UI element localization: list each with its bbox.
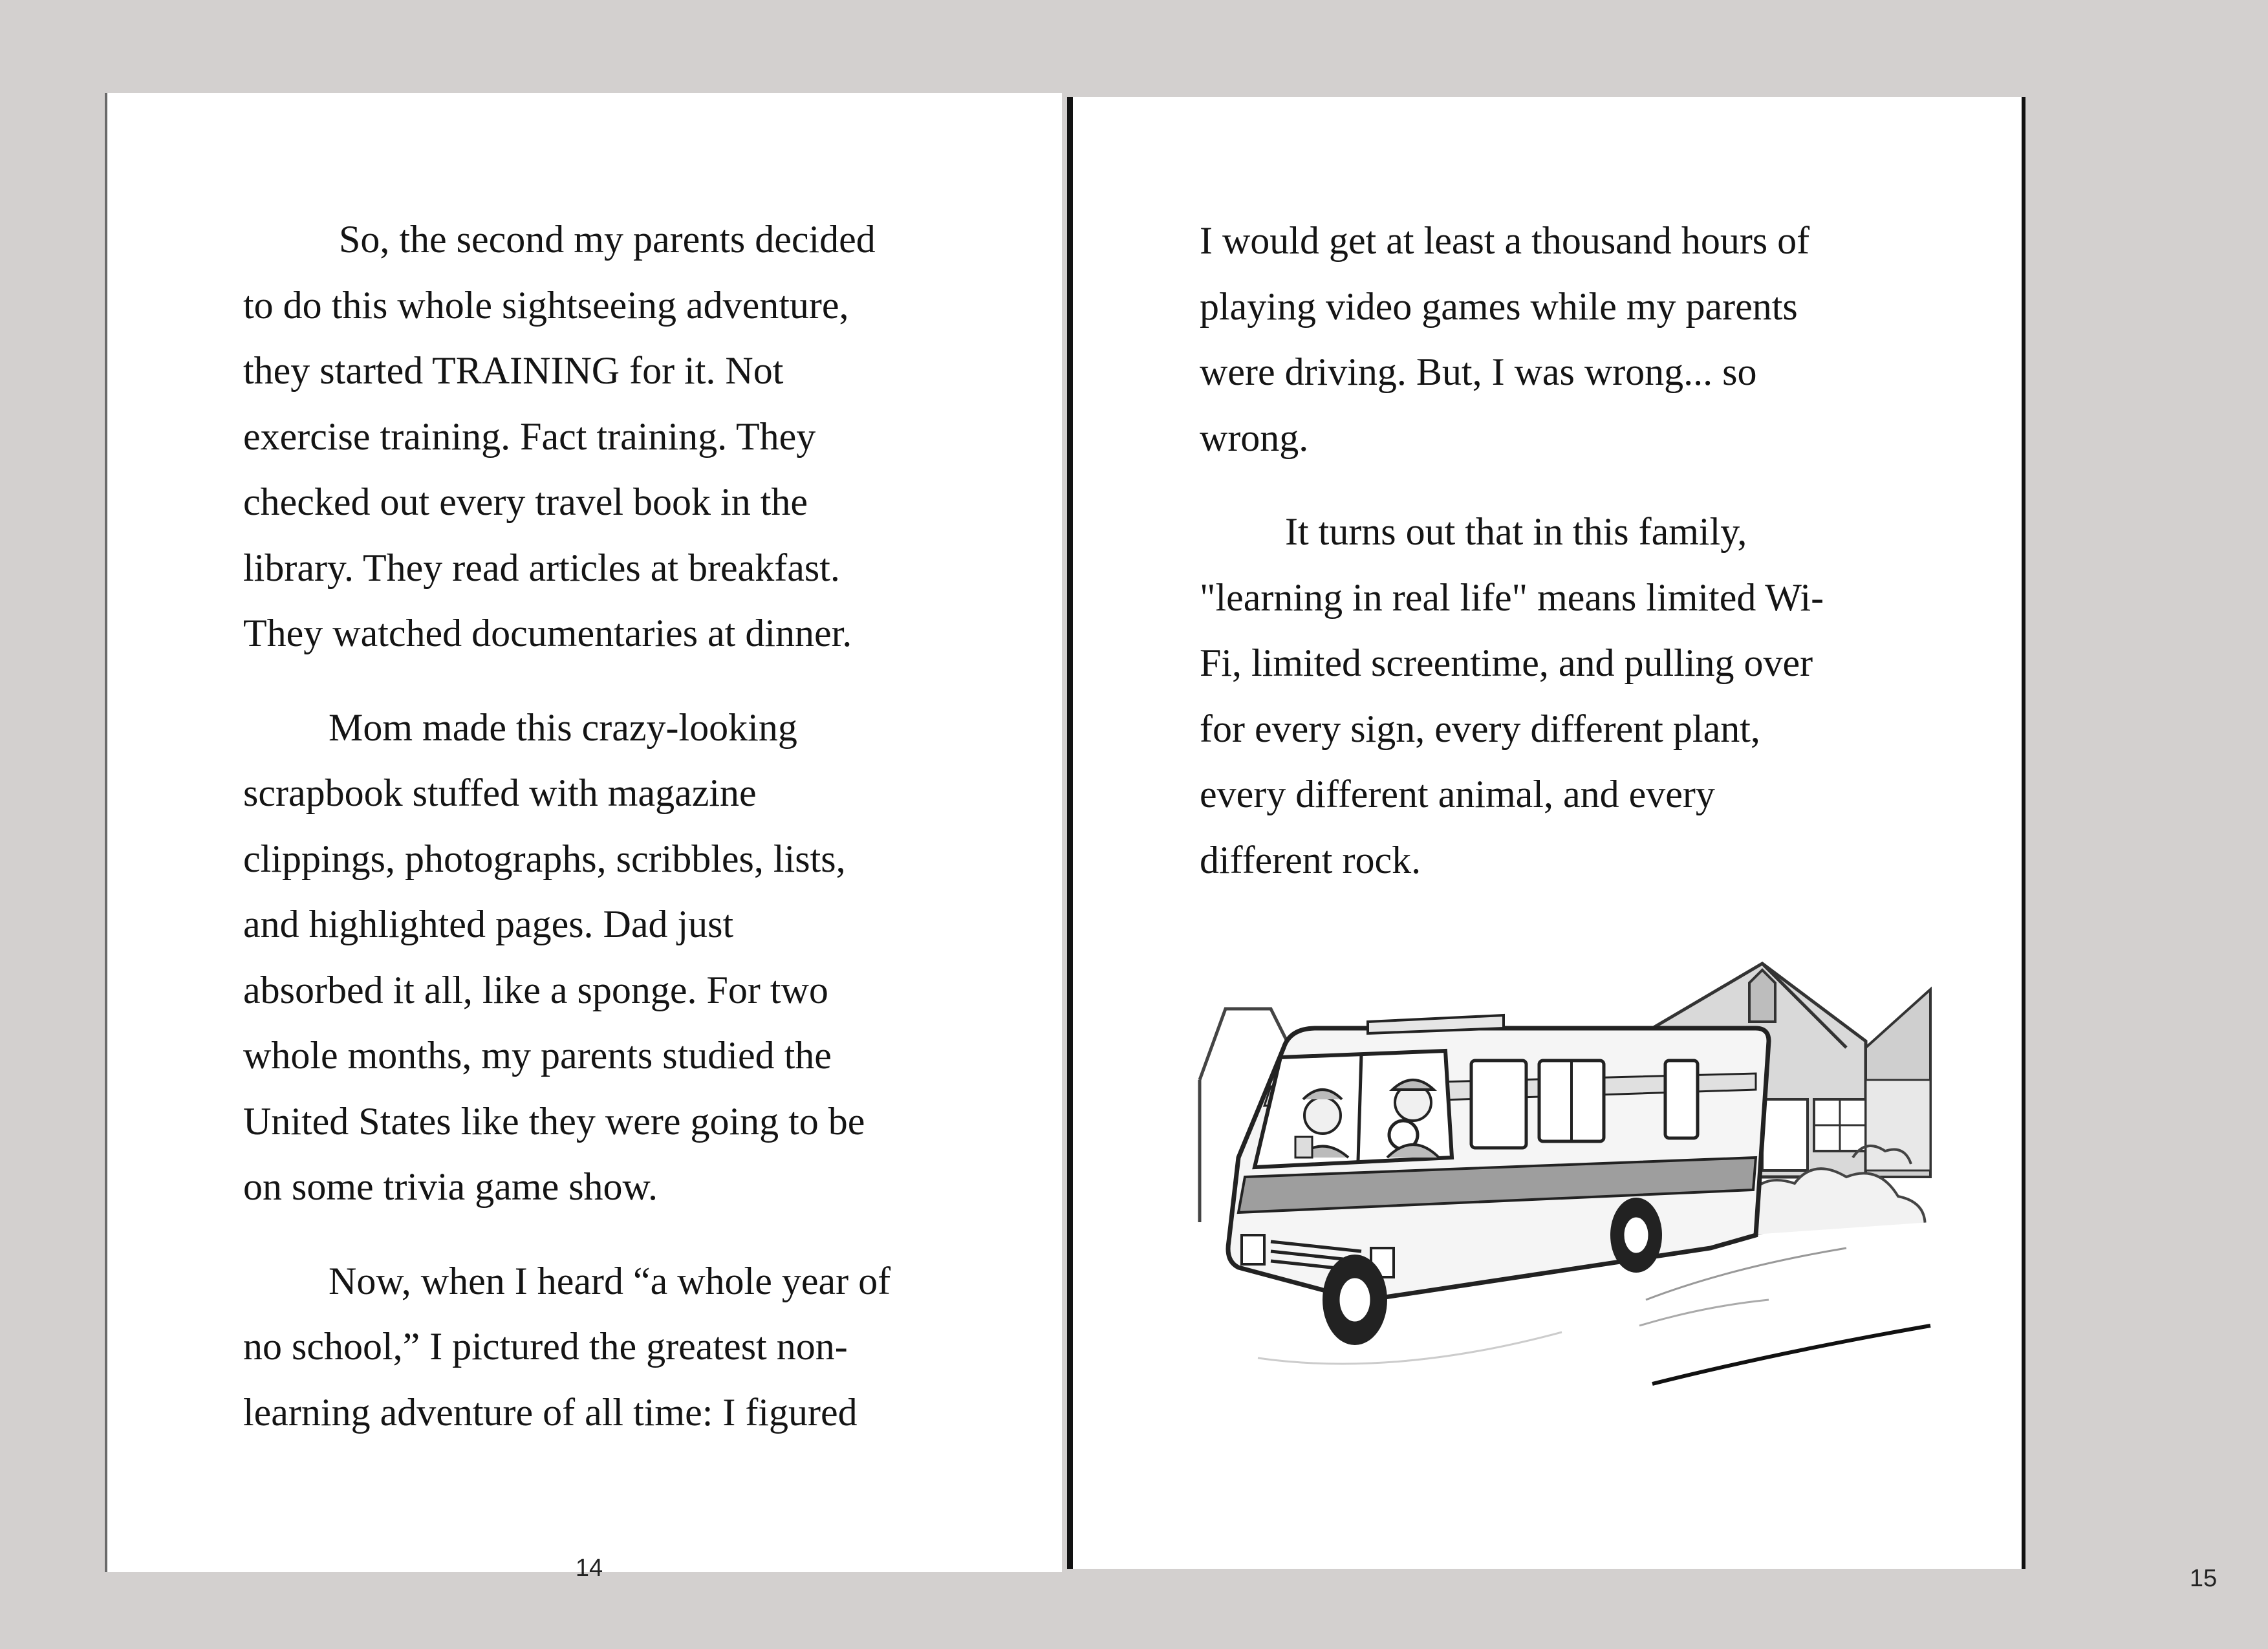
text-line: library. They read articles at breakfast. <box>243 546 840 589</box>
right-page <box>1067 97 2218 1592</box>
text-line: for every sign, every different plant, <box>1200 707 1760 750</box>
text-line: So, the second my parents decided <box>339 218 876 261</box>
paragraph <box>243 695 1032 1220</box>
left-page-text <box>243 207 1032 1474</box>
text-line: Fi, limited screentime, and pulling over <box>1200 641 1813 684</box>
text-line: Mom made this crazy-looking <box>329 706 797 749</box>
text-line: "learning in real life" means limited Wi- <box>1200 576 1824 619</box>
left-page <box>105 93 1062 1582</box>
text-line: every different animal, and every <box>1200 773 1715 815</box>
right-page-text <box>1200 208 1989 921</box>
text-line: checked out every travel book in the <box>243 480 808 523</box>
text-line: no school,” I pictured the greatest non- <box>243 1325 848 1368</box>
paragraph <box>1200 499 1989 893</box>
text-line: to do this whole sightseeing adventure, <box>243 283 849 327</box>
text-line: It turns out that in this family, <box>1285 510 1747 553</box>
page-number: 15 <box>2189 1565 2218 1592</box>
page-number: 14 <box>575 1555 603 1582</box>
text-line: and highlighted pages. Dad just <box>243 903 734 945</box>
text-line: scrapbook stuffed with magazine <box>243 771 757 814</box>
rv-illustration <box>1200 964 1930 1513</box>
text-line: exercise training. Fact training. They <box>243 415 816 458</box>
rv-wheel-rear <box>1610 1198 1662 1273</box>
text-line: were driving. But, I was wrong... so <box>1200 350 1757 393</box>
text-line: They watched documentaries at dinner. <box>243 612 852 654</box>
paragraph <box>1200 208 1989 471</box>
text-line: playing video games while my parents <box>1200 285 1798 328</box>
text-line: Now, when I heard “a whole year of <box>329 1259 891 1302</box>
text-line: wrong. <box>1200 416 1309 459</box>
text-line: learning adventure of all time: I figured <box>243 1390 858 1434</box>
text-line: whole months, my parents studied the <box>243 1034 832 1077</box>
rv-wheel-front <box>1323 1255 1387 1345</box>
text-line: absorbed it all, like a sponge. For two <box>243 968 828 1011</box>
text-line: clippings, photographs, scribbles, lists, <box>243 837 846 880</box>
text-line: different rock. <box>1200 838 1421 881</box>
text-line: they started TRAINING for it. Not <box>243 349 784 392</box>
paragraph <box>243 1249 1032 1446</box>
text-line: United States like they were going to be <box>243 1099 865 1143</box>
text-line: I would get at least a thousand hours of <box>1200 219 1810 262</box>
paragraph <box>243 207 1032 667</box>
text-line: on some trivia game show. <box>243 1165 658 1208</box>
